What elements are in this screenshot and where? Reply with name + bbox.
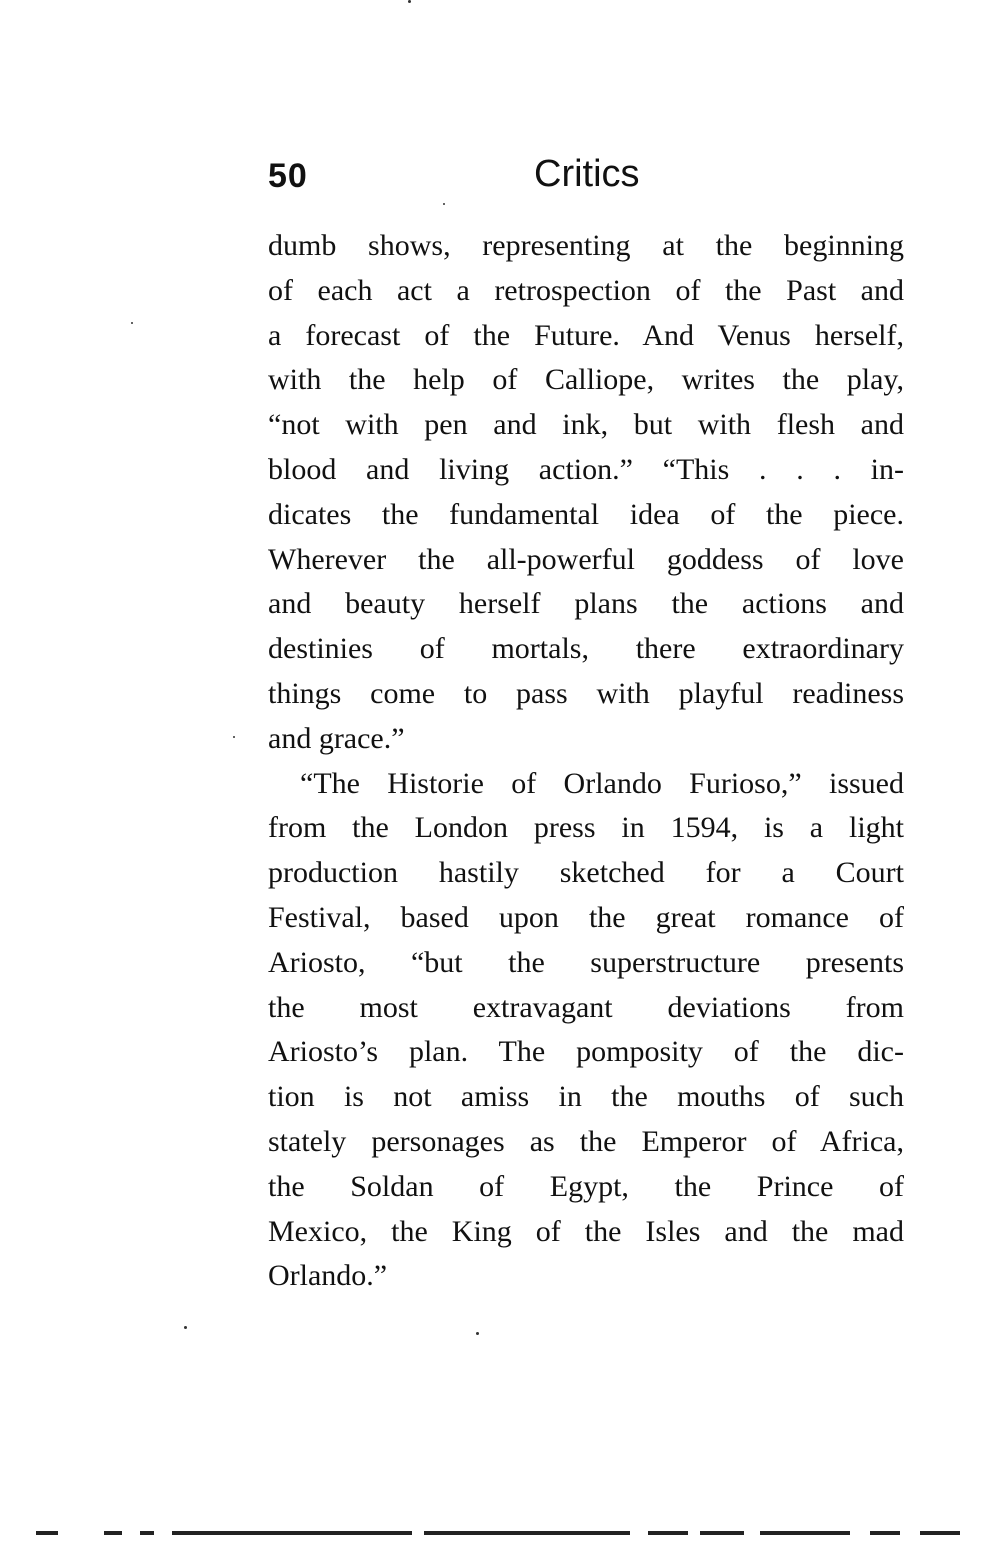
page-number: 50 bbox=[268, 157, 308, 195]
scan-speck bbox=[443, 203, 445, 205]
text-line: tion is not amiss in the mouths of such bbox=[268, 1080, 904, 1114]
scan-speck bbox=[476, 1332, 479, 1335]
text-line: Festival, based upon the great romance of bbox=[268, 900, 904, 934]
text-line: with the help of Calliope, writes the play, bbox=[268, 363, 904, 397]
text-line: “not with pen and ink, but with flesh and bbox=[268, 408, 904, 442]
paragraph-2 bbox=[268, 762, 904, 1300]
text-line: “The Historie of Orlando Furioso,” issued bbox=[300, 766, 904, 800]
text-line: things come to pass with playful readiness bbox=[268, 676, 904, 710]
body-text bbox=[268, 224, 904, 1299]
text-line: Wherever the all-powerful goddess of love bbox=[268, 542, 904, 576]
text-line: of each act a retrospection of the Past and bbox=[268, 273, 904, 307]
text-line: from the London press in 1594, is a light bbox=[268, 811, 904, 845]
scan-speck bbox=[408, 0, 411, 3]
scan-edge-mark bbox=[760, 1531, 850, 1535]
running-head: Critics bbox=[534, 153, 640, 195]
text-line: Orlando.” bbox=[268, 1259, 388, 1293]
text-line: the most extravagant deviations from bbox=[268, 990, 904, 1024]
scan-edge-mark bbox=[424, 1531, 630, 1535]
text-line: a forecast of the Future. And Venus herself, bbox=[268, 318, 904, 352]
scan-edge-mark bbox=[870, 1531, 900, 1535]
text-line: the Soldan of Egypt, the Prince of bbox=[268, 1169, 904, 1203]
text-line: production hastily sketched for a Court bbox=[268, 856, 904, 890]
text-line: stately personages as the Emperor of Africa, bbox=[268, 1124, 904, 1158]
scan-edge-mark bbox=[920, 1531, 960, 1535]
scan-edge-mark bbox=[648, 1531, 688, 1535]
scan-edge-mark bbox=[140, 1531, 154, 1535]
scan-edge-mark bbox=[36, 1531, 58, 1535]
text-line: dicates the fundamental idea of the piece. bbox=[268, 497, 904, 531]
scan-edge-mark bbox=[172, 1531, 412, 1535]
scan-speck bbox=[131, 322, 133, 324]
page-header bbox=[268, 148, 904, 198]
text-line: blood and living action.” “This . . . in- bbox=[268, 452, 904, 486]
text-line: and grace.” bbox=[268, 721, 405, 755]
scan-edge-mark bbox=[700, 1531, 744, 1535]
scan-edge-mark bbox=[104, 1531, 122, 1535]
scan-speck bbox=[184, 1326, 187, 1329]
text-line: destinies of mortals, there extraordinary bbox=[268, 632, 904, 666]
text-line: Mexico, the King of the Isles and the mad bbox=[268, 1214, 904, 1248]
scan-speck bbox=[233, 736, 235, 738]
paragraph-1 bbox=[268, 224, 904, 762]
text-line: Ariosto’s plan. The pomposity of the dic- bbox=[268, 1035, 904, 1069]
text-line: and beauty herself plans the actions and bbox=[268, 587, 904, 621]
text-line: dumb shows, representing at the beginning bbox=[268, 229, 904, 262]
text-line: Ariosto, “but the superstructure presents bbox=[268, 945, 904, 979]
